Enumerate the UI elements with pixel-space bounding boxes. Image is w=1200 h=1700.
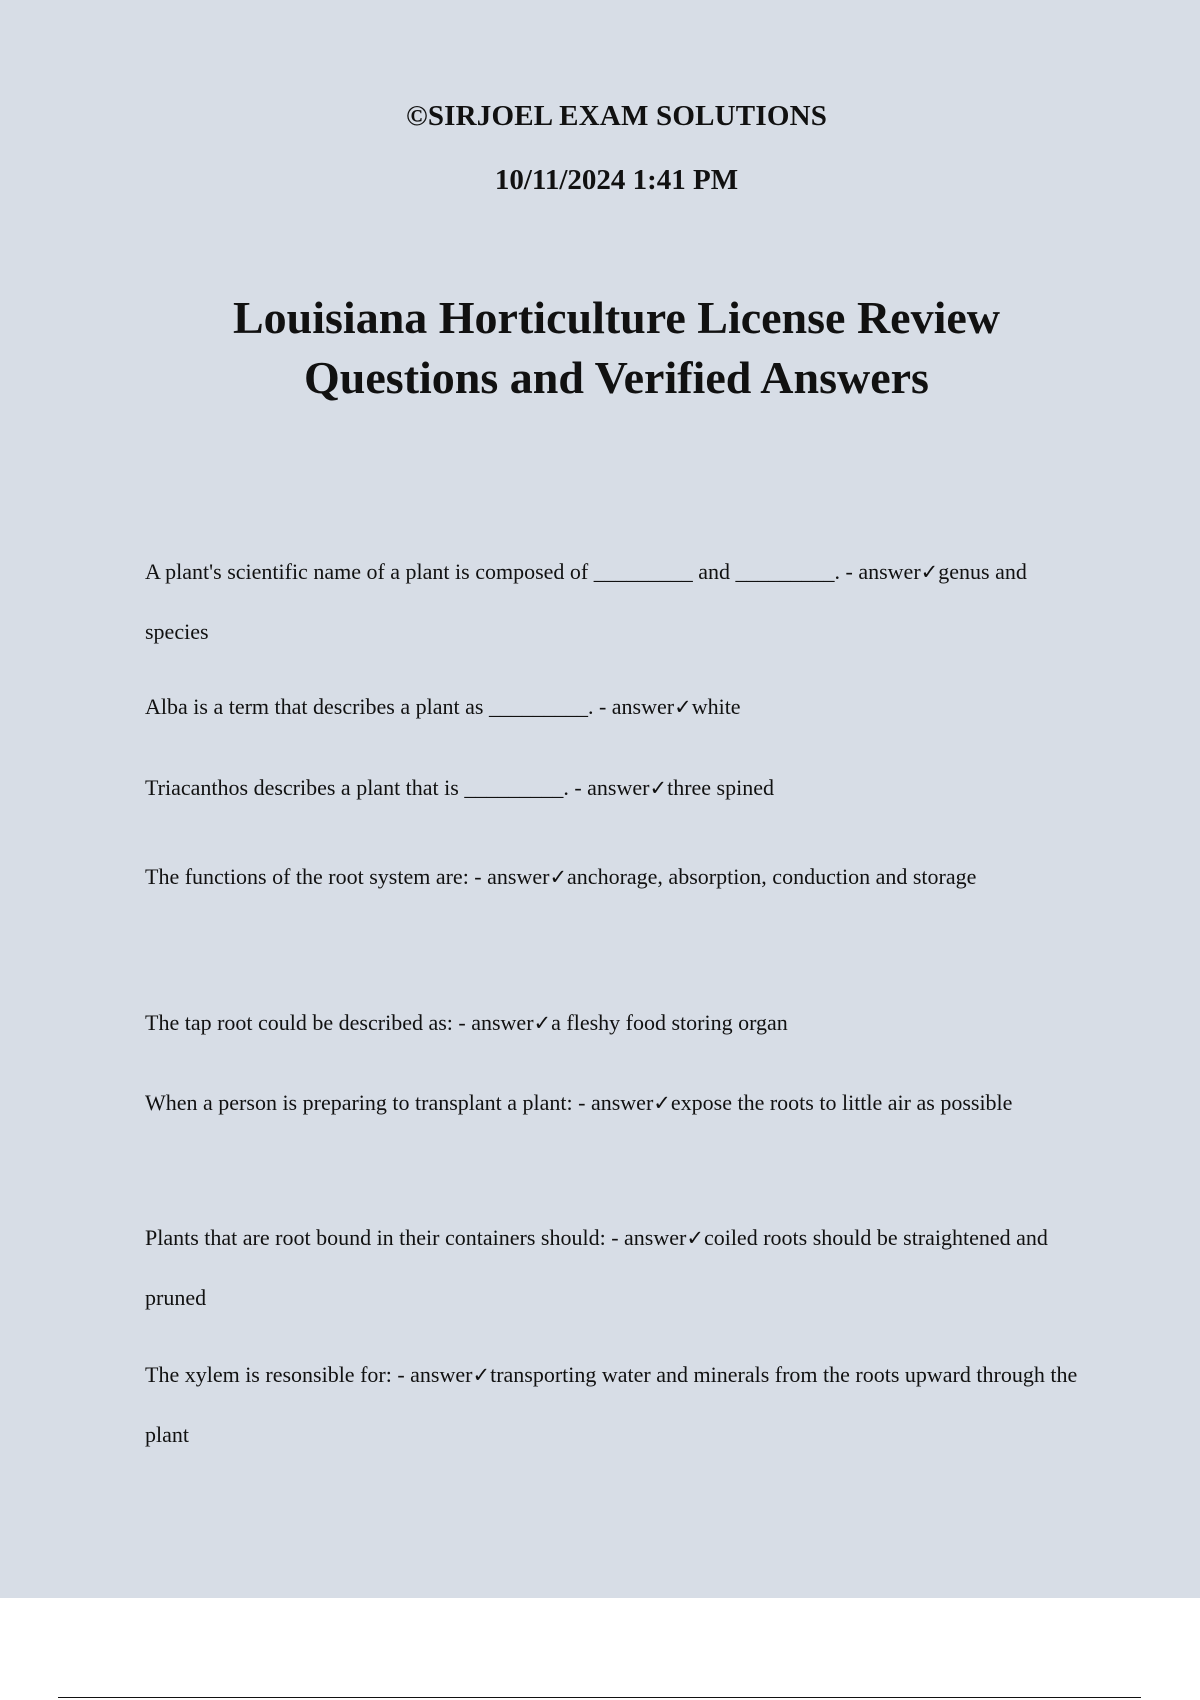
qa-item-1 bbox=[145, 542, 1085, 662]
answer-text: transporting water and minerals from the roots upward through the plant bbox=[145, 1362, 1078, 1447]
question-text: The tap root could be described as: - answer bbox=[145, 1010, 534, 1035]
qa-item-5 bbox=[145, 993, 1085, 1053]
qa-item-4 bbox=[145, 839, 1015, 915]
question-text: The functions of the root system are: - answer bbox=[145, 864, 550, 889]
answer-text: white bbox=[691, 694, 741, 719]
question-text: Alba is a term that describes a plant as _________. - answer bbox=[145, 694, 675, 719]
qa-item-6 bbox=[145, 1073, 1085, 1133]
title-line-1: Louisiana Horticulture License Review bbox=[232, 292, 1001, 343]
answer-text: three spined bbox=[667, 775, 774, 800]
question-text: The xylem is resonsible for: - answer bbox=[145, 1362, 473, 1387]
checkmark-icon: ✓ bbox=[549, 865, 568, 889]
brand-header: ©SIRJOEL EXAM SOLUTIONS bbox=[405, 100, 828, 132]
document-datetime: 10/11/2024 1:41 PM bbox=[494, 164, 739, 196]
checkmark-icon: ✓ bbox=[674, 695, 692, 719]
title-line-2: Questions and Verified Answers bbox=[304, 352, 929, 403]
qa-item-3 bbox=[145, 758, 1085, 818]
question-text: Triacanthos describes a plant that is _________. - answer bbox=[145, 775, 650, 800]
checkmark-icon: ✓ bbox=[920, 560, 939, 584]
question-text: A plant's scientific name of a plant is composed of _________ and _________. - answer bbox=[145, 559, 921, 584]
qa-item-8 bbox=[145, 1345, 1085, 1465]
answer-text: anchorage, absorption, conduction and storage bbox=[567, 864, 977, 889]
qa-item-7 bbox=[145, 1208, 1085, 1328]
answer-text: coiled roots should be straightened and pruned bbox=[145, 1225, 1048, 1310]
question-text: Plants that are root bound in their containers should: - answer bbox=[145, 1225, 687, 1250]
answer-text: genus and species bbox=[145, 559, 1027, 644]
answer-text: a fleshy food storing organ bbox=[551, 1010, 788, 1035]
checkmark-icon: ✓ bbox=[472, 1363, 491, 1387]
qa-item-2 bbox=[145, 677, 1085, 737]
checkmark-icon: ✓ bbox=[686, 1226, 704, 1250]
checkmark-icon: ✓ bbox=[533, 1011, 552, 1035]
checkmark-icon: ✓ bbox=[653, 1091, 671, 1115]
document-title bbox=[0, 288, 1200, 408]
page-divider bbox=[58, 1697, 1141, 1698]
question-text: When a person is preparing to transplant a plant: - answer bbox=[145, 1090, 654, 1115]
checkmark-icon: ✓ bbox=[649, 776, 668, 800]
answer-text: expose the roots to little air as possible bbox=[670, 1090, 1013, 1115]
